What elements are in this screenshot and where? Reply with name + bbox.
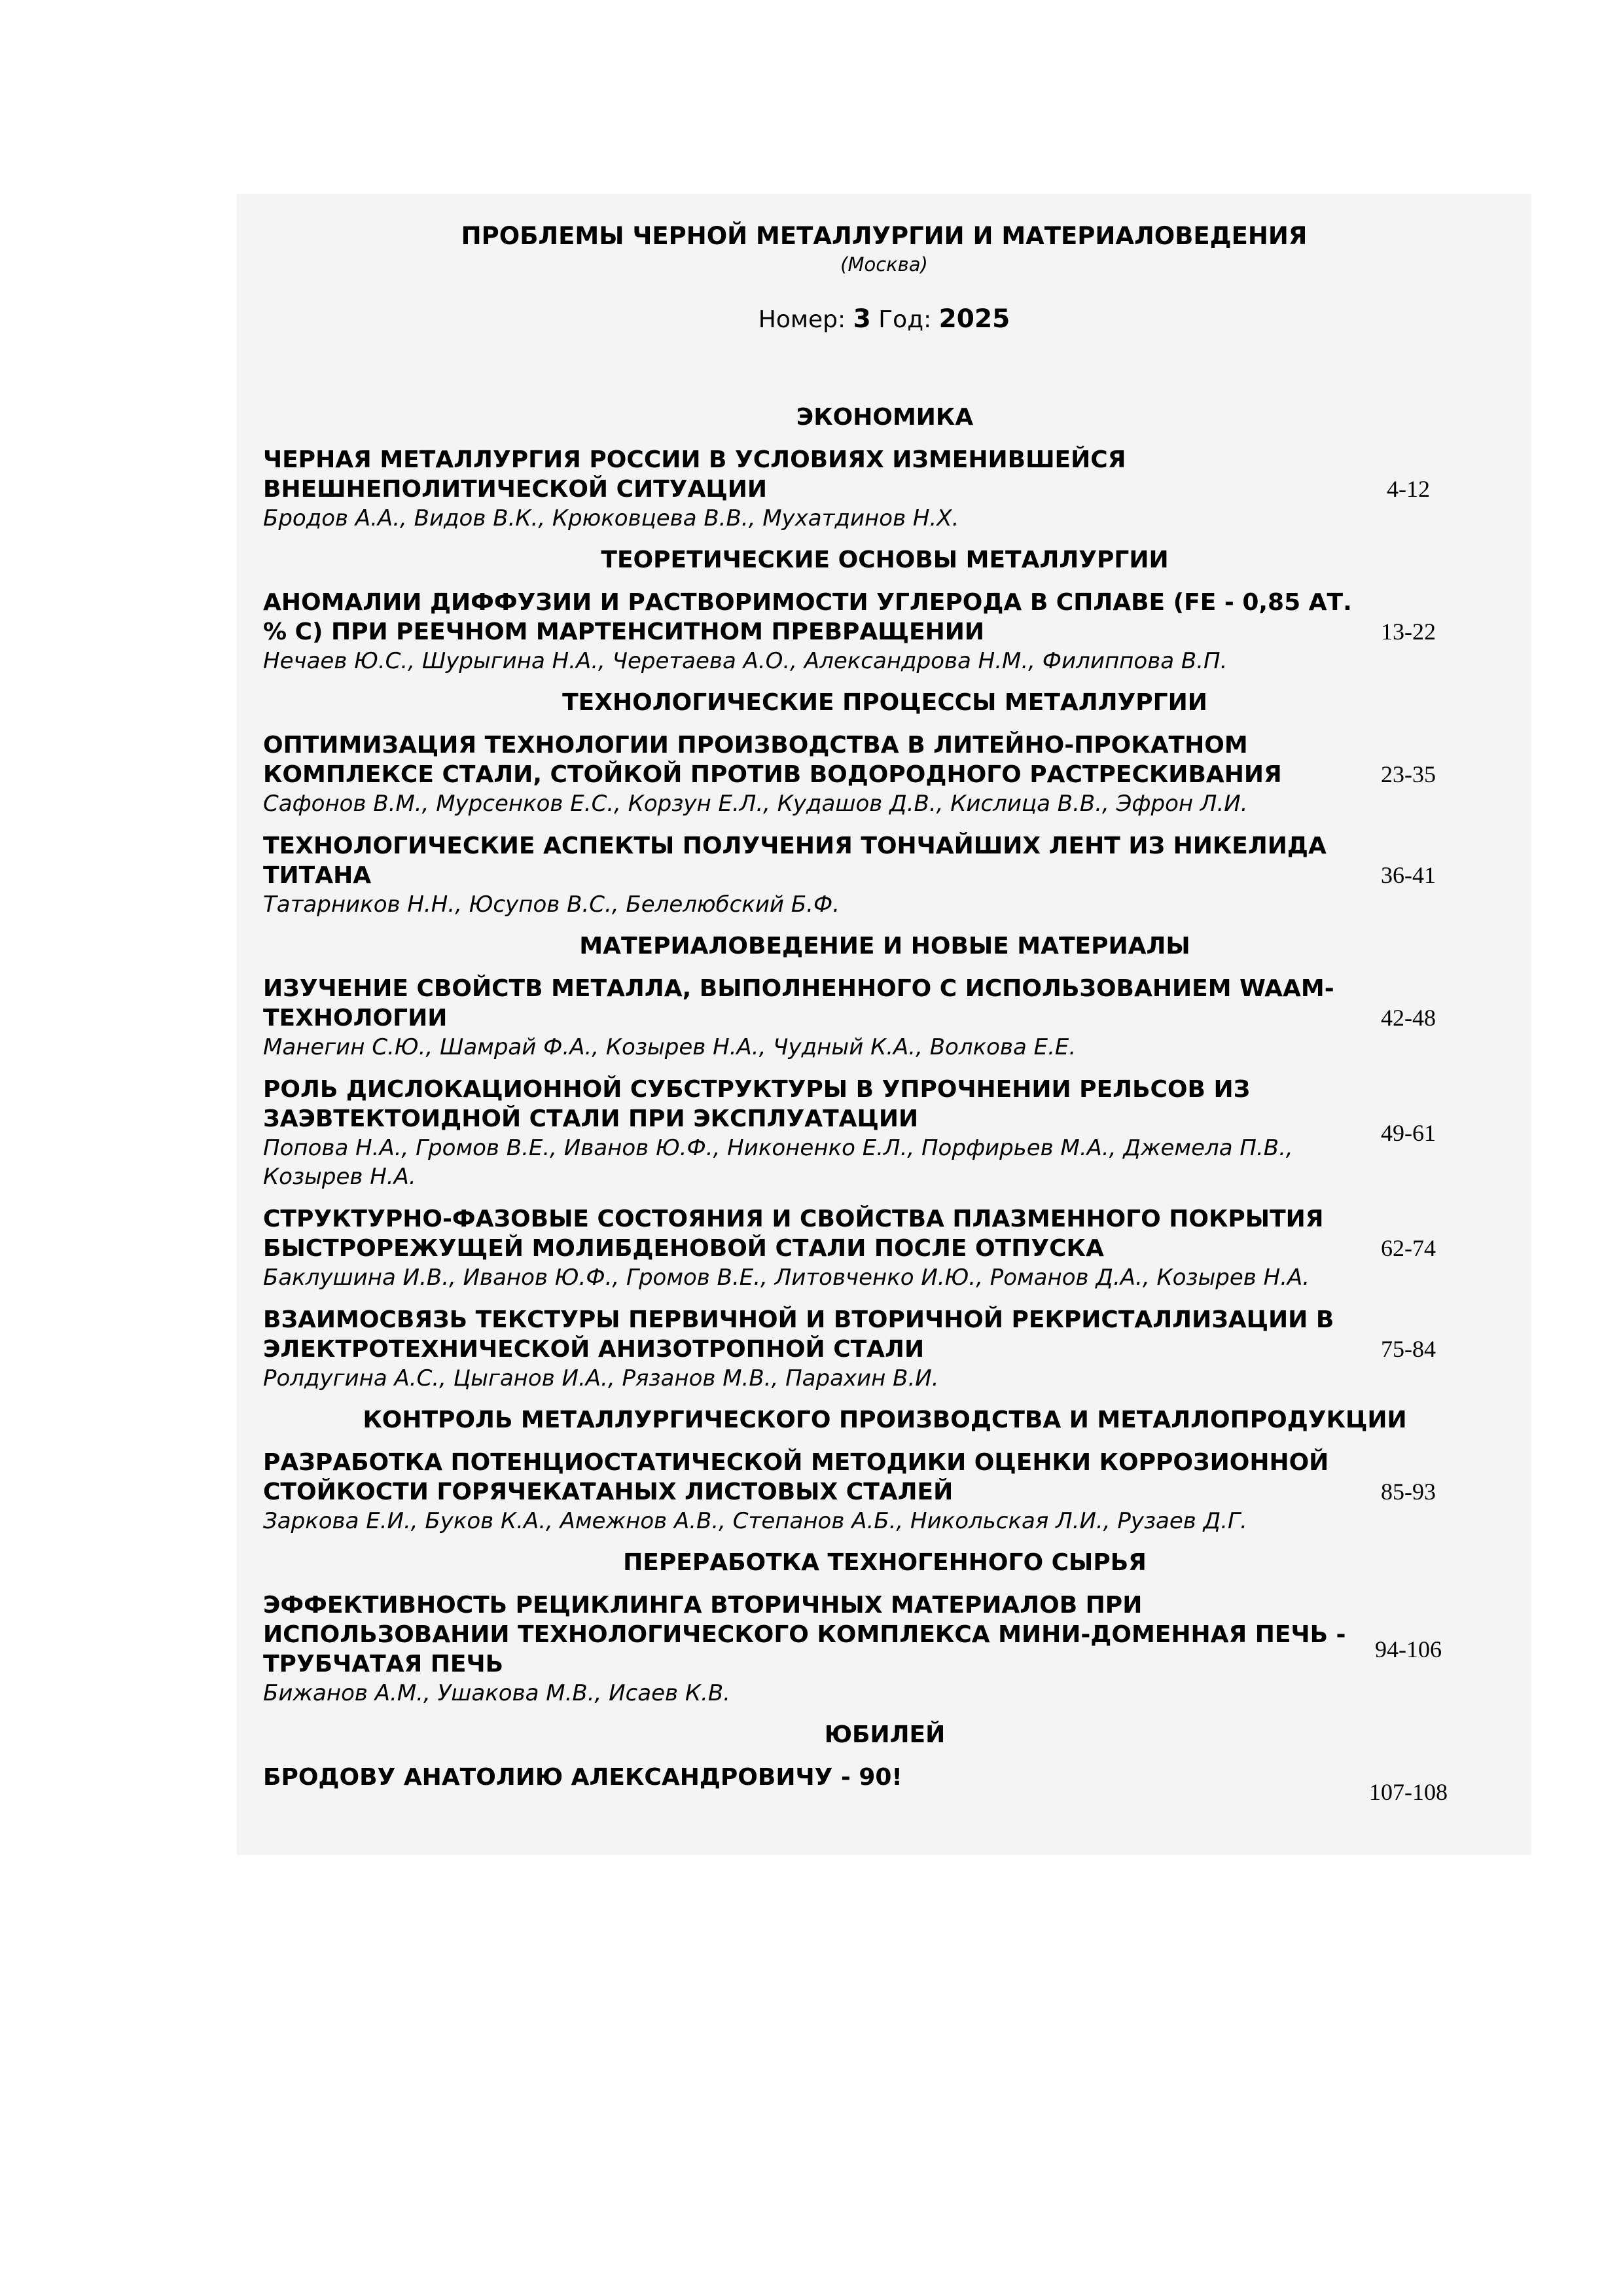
issue-line (237, 305, 1531, 334)
article-title[interactable]: ЧЕРНАЯ МЕТАЛЛУРГИЯ РОССИИ В УСЛОВИЯХ ИЗМЕНИВШЕЙСЯ ВНЕШНЕПОЛИТИЧЕСКОЙ СИТУАЦИИ (263, 446, 1126, 503)
article-authors: Нечаев Ю.С., Шурыгина Н.А., Черетаева А.О., Александрова Н.М., Филиппова В.П. (263, 648, 1228, 674)
article-pages: 107-108 (1369, 1779, 1448, 1805)
article-title[interactable]: ТЕХНОЛОГИЧЕСКИЕ АСПЕКТЫ ПОЛУЧЕНИЯ ТОНЧАЙШИХ ЛЕНТ ИЗ НИКЕЛИДА ТИТАНА (263, 833, 1327, 889)
journal-city: (Москва) (840, 253, 928, 276)
article-authors: Татарников Н.Н., Юсупов В.С., Белелюбский Б.Ф. (263, 891, 840, 918)
article-entry[interactable] (263, 831, 1507, 919)
table-of-contents (263, 403, 1507, 1835)
article-pages: 23-35 (1381, 761, 1436, 787)
section-heading: ЭКОНОМИКА (796, 404, 974, 431)
issue-label: Номер: (758, 306, 846, 333)
section-heading: МАТЕРИАЛОВЕДЕНИЕ И НОВЫЕ МАТЕРИАЛЫ (579, 933, 1190, 960)
article-title[interactable]: ОПТИМИЗАЦИЯ ТЕХНОЛОГИИ ПРОИЗВОДСТВА В ЛИТЕЙНО-ПРОКАТНОМ КОМПЛЕКСЕ СТАЛИ, СТОЙКОЙ ПРОТИВ ВОДОРОДНОГО РАСТРЕСКИВАНИЯ (263, 732, 1282, 788)
article-authors: Бродов А.А., Видов В.К., Крюковцева В.В., Мухатдинов Н.Х. (263, 505, 959, 531)
article-entry[interactable] (263, 1763, 1507, 1821)
article-entry[interactable] (263, 588, 1507, 675)
article-authors: Попова Н.А., Громов В.Е., Иванов Ю.Ф., Никоненко Е.Л., Порфирьев М.А., Джемела П.В., Козырев Н.А. (263, 1135, 1293, 1190)
article-entry[interactable] (263, 974, 1507, 1062)
article-entry[interactable] (263, 1590, 1507, 1708)
article-pages: 62-74 (1381, 1235, 1436, 1261)
article-entry[interactable] (263, 445, 1507, 533)
article-entry[interactable] (263, 1448, 1507, 1535)
issue-year: 2025 (938, 304, 1010, 334)
article-authors: Баклушина И.В., Иванов Ю.Ф., Громов В.Е., Литовченко И.Ю., Романов Д.А., Козырев Н.А. (263, 1265, 1310, 1291)
article-entry[interactable] (263, 1075, 1507, 1191)
article-pages: 4-12 (1387, 476, 1430, 502)
article-pages: 42-48 (1381, 1005, 1436, 1031)
article-authors: Сафонов В.М., Мурсенков Е.С., Корзун Е.Л., Кудашов Д.В., Кислица В.В., Эфрон Л.И. (263, 791, 1248, 817)
section-heading: КОНТРОЛЬ МЕТАЛЛУРГИЧЕСКОГО ПРОИЗВОДСТВА И МЕТАЛЛОПРОДУКЦИИ (363, 1407, 1407, 1433)
year-label: Год: (878, 306, 932, 333)
article-title[interactable]: ИЗУЧЕНИЕ СВОЙСТВ МЕТАЛЛА, ВЫПОЛНЕННОГО С ИСПОЛЬЗОВАНИЕМ WAAM-ТЕХНОЛОГИИ (263, 975, 1334, 1031)
article-entry[interactable] (263, 730, 1507, 818)
article-title[interactable]: РАЗРАБОТКА ПОТЕНЦИОСТАТИЧЕСКОЙ МЕТОДИКИ ОЦЕНКИ КОРРОЗИОННОЙ СТОЙКОСТИ ГОРЯЧЕКАТАНЫХ ЛИСТОВЫХ СТАЛЕЙ (263, 1449, 1329, 1505)
article-title[interactable]: СТРУКТУРНО-ФАЗОВЫЕ СОСТОЯНИЯ И СВОЙСТВА ПЛАЗМЕННОГО ПОКРЫТИЯ БЫСТРОРЕЖУЩЕЙ МОЛИБДЕНОВОЙ СТАЛИ ПОСЛЕ ОТПУСКА (263, 1206, 1324, 1262)
section-heading: ТЕОРЕТИЧЕСКИЕ ОСНОВЫ МЕТАЛЛУРГИИ (601, 547, 1169, 573)
article-authors: Заркова Е.И., Буков К.А., Амежнов А.В., Степанов А.Б., Никольская Л.И., Рузаев Д.Г. (263, 1508, 1247, 1534)
article-title[interactable]: ВЗАИМОСВЯЗЬ ТЕКСТУРЫ ПЕРВИЧНОЙ И ВТОРИЧНОЙ РЕКРИСТАЛЛИЗАЦИИ В ЭЛЕКТРОТЕХНИЧЕСКОЙ АНИЗОТРОПНОЙ СТАЛИ (263, 1306, 1334, 1363)
journal-title: ПРОБЛЕМЫ ЧЕРНОЙ МЕТАЛЛУРГИИ И МАТЕРИАЛОВЕДЕНИЯ (461, 222, 1308, 250)
article-pages: 94-106 (1375, 1636, 1442, 1662)
article-title[interactable]: БРОДОВУ АНАТОЛИЮ АЛЕКСАНДРОВИЧУ - 90! (263, 1764, 902, 1791)
article-title[interactable]: АНОМАЛИИ ДИФФУЗИИ И РАСТВОРИМОСТИ УГЛЕРОДА В СПЛАВЕ (FE - 0,85 АТ. % C) ПРИ РЕЕЧНОМ МАРТЕНСИТНОМ ПРЕВРАЩЕНИИ (263, 589, 1352, 645)
toc-panel (237, 194, 1531, 1855)
article-pages: 75-84 (1381, 1336, 1436, 1362)
article-authors: Бижанов А.М., Ушакова М.В., Исаев К.В. (263, 1680, 730, 1706)
article-pages: 85-93 (1381, 1479, 1436, 1505)
article-authors: Ролдугина А.С., Цыганов И.А., Рязанов М.В., Парахин В.И. (263, 1365, 939, 1391)
article-title[interactable]: ЭФФЕКТИВНОСТЬ РЕЦИКЛИНГА ВТОРИЧНЫХ МАТЕРИАЛОВ ПРИ ИСПОЛЬЗОВАНИИ ТЕХНОЛОГИЧЕСКОГО КОМПЛЕКСА МИНИ-ДОМЕННАЯ ПЕЧЬ - ТРУБЧАТАЯ ПЕЧЬ (263, 1592, 1346, 1677)
article-pages: 36-41 (1381, 862, 1436, 888)
article-authors: Манегин С.Ю., Шамрай Ф.А., Козырев Н.А., Чудный К.А., Волкова Е.Е. (263, 1034, 1077, 1060)
article-pages: 13-22 (1381, 619, 1436, 645)
article-entry[interactable] (263, 1204, 1507, 1292)
article-title[interactable]: РОЛЬ ДИСЛОКАЦИОННОЙ СУБСТРУКТУРЫ В УПРОЧНЕНИИ РЕЛЬСОВ ИЗ ЗАЭВТЕКТОИДНОЙ СТАЛИ ПРИ ЭКСПЛУАТАЦИИ (263, 1076, 1251, 1132)
section-heading: ТЕХНОЛОГИЧЕСКИЕ ПРОЦЕССЫ МЕТАЛЛУРГИИ (562, 689, 1207, 716)
issue-number: 3 (853, 304, 871, 334)
section-heading: ЮБИЛЕЙ (824, 1721, 946, 1748)
article-pages: 49-61 (1381, 1120, 1436, 1146)
article-entry[interactable] (263, 1305, 1507, 1393)
section-heading: ПЕРЕРАБОТКА ТЕХНОГЕННОГО СЫРЬЯ (623, 1549, 1147, 1576)
